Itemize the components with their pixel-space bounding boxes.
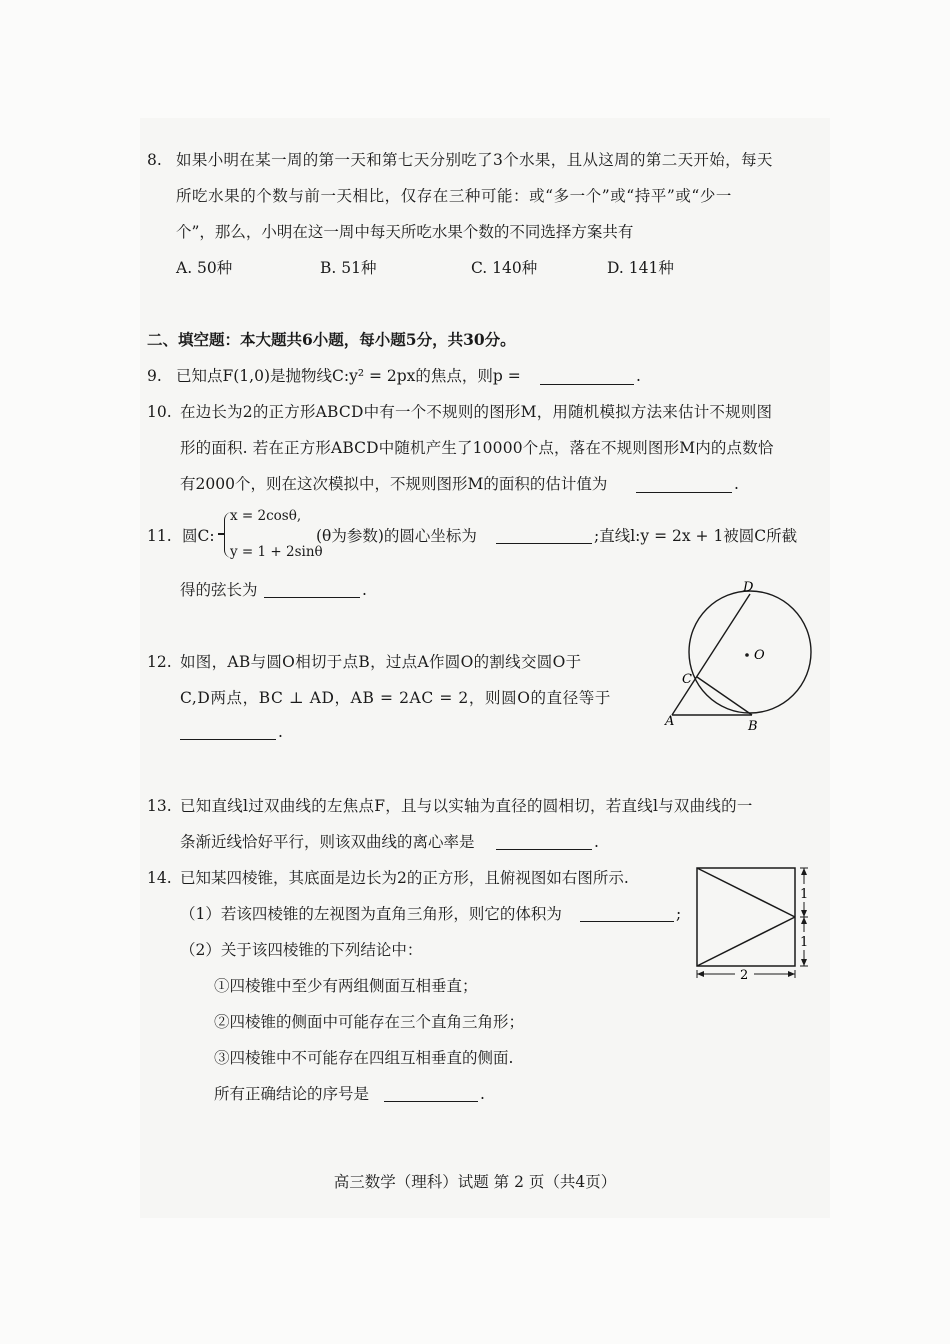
- q8-line1: 如果小明在某一周的第一天和第七天分别吃了3个水果，且从这周的第二天开始，每天: [176, 151, 773, 169]
- arrow-left: [697, 971, 704, 977]
- q14-sub1-end: ;: [676, 905, 682, 923]
- q8-line2: 所吃水果的个数与前一天相比，仅存在三种可能：或“多一个”或“持平”或“少一: [176, 187, 732, 205]
- q14-sub2: （2）关于该四棱锥的下列结论中：: [180, 941, 423, 959]
- chord-bc: [697, 677, 752, 715]
- q13-line2: 条渐近线恰好平行，则该双曲线的离心率是: [180, 833, 475, 851]
- center-point: [745, 653, 749, 657]
- arrow-down-1: [801, 910, 807, 917]
- q10-number: 10.: [147, 403, 172, 421]
- q11-equation-x: x = 2cosθ,: [230, 508, 302, 524]
- dim-label-width: 2: [740, 968, 749, 983]
- label-a: A: [665, 714, 675, 729]
- q8-option-c: C. 140种: [471, 259, 538, 277]
- arrow-down-2: [801, 959, 807, 966]
- q8-option-a: A. 50种: [176, 259, 233, 277]
- q14-item1: ①四棱锥中至少有两组侧面互相垂直；: [214, 977, 478, 995]
- q11-number: 11.: [147, 527, 172, 545]
- q9-answer-blank: [540, 384, 634, 385]
- arrow-up-2: [801, 917, 807, 924]
- q14-number: 14.: [147, 869, 172, 887]
- q14-end: .: [480, 1085, 485, 1103]
- edge-top: [697, 868, 795, 917]
- q10-end: .: [734, 475, 739, 493]
- q11-tail: ;直线l:y = 2x + 1被圆C所截: [594, 527, 798, 545]
- q9-end: .: [636, 367, 641, 385]
- q14-answer-blank-1: [580, 921, 674, 922]
- edge-bottom: [697, 917, 795, 966]
- q11-answer-blank-2: [264, 597, 360, 598]
- q11-equation-y: y = 1 + 2sinθ: [230, 544, 323, 560]
- q14-item3: ③四棱锥中不可能存在四组互相垂直的侧面.: [214, 1049, 514, 1067]
- q13-line1: 已知直线l过双曲线的左焦点F，且与以实轴为直径的圆相切，若直线l与双曲线的一: [180, 797, 753, 815]
- q12-circle-figure: [655, 575, 830, 740]
- q9-number: 9.: [147, 367, 162, 385]
- q11-prefix: 圆C:: [182, 527, 215, 545]
- q12-line2: C,D两点，BC ⊥ AD，AB = 2AC = 2，则圆O的直径等于: [180, 689, 612, 707]
- q14-top-view-figure: [688, 862, 818, 987]
- section2-heading: 二、填空题：本大题共6小题，每小题5分，共30分。: [147, 330, 516, 349]
- dim-label-bottom: 1: [800, 935, 809, 950]
- q12-number: 12.: [147, 653, 172, 671]
- label-b: B: [748, 719, 758, 734]
- q11-line2: 得的弦长为: [180, 581, 258, 599]
- q14-sub1: （1）若该四棱锥的左视图为直角三角形，则它的体积为: [180, 905, 562, 923]
- arrow-right: [788, 971, 795, 977]
- q12-end: .: [278, 723, 283, 741]
- q11-end: .: [362, 581, 367, 599]
- q8-line3: 个”，那么，小明在这一周中每天所吃水果个数的不同选择方案共有: [176, 223, 634, 241]
- q11-answer-blank-1: [496, 543, 592, 544]
- q14-final: 所有正确结论的序号是: [214, 1085, 370, 1103]
- q13-end: .: [594, 833, 599, 851]
- label-c: C: [682, 672, 692, 687]
- q10-answer-blank: [636, 492, 732, 493]
- q11-brace-tip: [218, 533, 225, 535]
- q8-option-d: D. 141种: [607, 259, 674, 277]
- q13-number: 13.: [147, 797, 172, 815]
- q10-line1: 在边长为2的正方形ABCD中有一个不规则的图形M，用随机模拟方法来估计不规则图: [180, 403, 773, 421]
- q8-option-b: B. 51种: [320, 259, 377, 277]
- label-o: O: [754, 648, 765, 663]
- q12-line1: 如图，AB与圆O相切于点B，过点A作圆O的割线交圆O于: [180, 653, 582, 671]
- q14-answer-blank-2: [384, 1101, 478, 1102]
- square-base: [697, 868, 795, 966]
- q10-line3: 有2000个，则在这次模拟中，不规则图形M的面积的估计值为: [180, 475, 608, 493]
- q8-number: 8.: [147, 151, 162, 169]
- q11-mid: (θ为参数)的圆心坐标为: [316, 527, 477, 545]
- q14-line1: 已知某四棱锥，其底面是边长为2的正方形，且俯视图如右图所示.: [180, 869, 629, 887]
- arrow-up-1: [801, 868, 807, 875]
- q9-text: 已知点F(1,0)是抛物线C:y² = 2px的焦点，则p =: [176, 367, 521, 385]
- q13-answer-blank: [496, 849, 592, 850]
- q14-item2: ②四棱锥的侧面中可能存在三个直角三角形；: [214, 1013, 525, 1031]
- dim-label-top: 1: [800, 887, 809, 902]
- circle-o: [689, 591, 811, 713]
- page-footer: 高三数学（理科）试题 第 2 页（共4页）: [333, 1173, 617, 1191]
- secant-ad: [672, 594, 750, 715]
- label-d: D: [743, 580, 754, 595]
- q12-answer-blank: [180, 739, 276, 740]
- q10-line2: 形的面积. 若在正方形ABCD中随机产生了10000个点，落在不规则图形M内的点数恰: [180, 439, 774, 457]
